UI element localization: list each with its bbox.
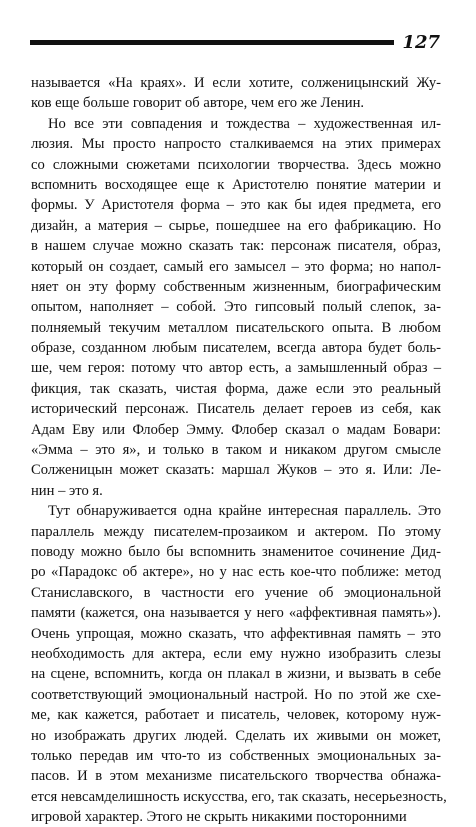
text-line: на сцене, вспомнить, когда он плакал в жизни, и вызвать в себе [31,666,441,683]
text-line: пасов. И в этом механизме писательского творчества обнажа- [31,768,441,785]
text-line: опытом, наполняет – собой. Это гипсовый полый слепок, за- [31,299,441,316]
text-line: но изображать других людей. Сделать их живыми он может, [31,727,441,744]
text-line: Солженицын может сказать: маршал Жуков – это я. Или: Ле- [31,462,441,479]
body-text [31,73,447,827]
paragraph [31,73,441,114]
text-line: который он создает, самый его замысел – это форма; но напол- [31,258,441,275]
text-line: соответствующий эмоциональный настрой. Но по этой же схе- [31,686,441,703]
text-line: люзия. Мы просто напросто сталкиваемся на этих примерах [31,136,441,153]
text-line: нин – это я. [31,482,103,499]
text-line: Очень упрощая, можно сказать, что аффективная память – это [31,625,441,642]
text-line: фикция, так сказать, чистая форма, даже если это реальный [31,380,441,397]
text-line: ется невсамделишность искусства, его, так сказать, несерьезность, [31,788,447,805]
text-line: образе, созданном любым писателем, всегда автора будет боль- [31,340,441,357]
text-line: вспомнить восходящее еще к Аристотелю понятие материи и [31,176,441,193]
header-rule [30,40,394,45]
text-line: в нашем случае можно сказать так: персонаж писателя, образ, [31,238,441,255]
page-header [30,33,440,53]
text-line: необходимость для актера, если ему нужно изобразить слезы [31,645,441,662]
text-line: игровой характер. Этого не скрыть никакими посторонними [31,809,407,826]
text-line: поводу можно было бы вспомнить знаменитое сочинение Дид- [31,543,441,560]
text-line: ро «Парадокс об актере», но у нас есть кое-что поближе: метод [31,564,441,581]
text-line: формы. У Аристотеля форма – это как бы идея предмета, его [31,197,441,214]
text-line: няет он эту форму собственным жизненным, биографическим [31,278,441,295]
text-line: ков еще больше говорит об авторе, чем его же Ленин. [31,95,365,112]
text-line: Тут обнаруживается одна крайне интересная параллель. Это [48,503,441,520]
paragraph [31,501,447,827]
text-line: Адам Еву или Флобер Эмму. Флобер сказал о мадам Бовари: [31,421,441,438]
page-number: 127 [402,32,440,53]
text-line: Но все эти совпадения и тождества – художественная ил- [48,115,441,132]
text-line: ше, чем героя: потому что автор есть, а замышленный образ – [31,360,441,377]
text-line: со сложными сюжетами психологии творчества. Здесь можно [31,156,441,173]
paragraph [31,114,441,501]
text-line: «Эмма – это я», и только в таком и никаком другом смысле [31,442,441,459]
text-line: памяти (кажется, она называется у него «аффективная память»). [31,605,441,622]
text-line: параллель между писателем-прозаиком и актером. По этому [31,523,441,540]
text-line: ме, как кажется, работает и писатель, человек, которому нуж- [31,707,441,724]
text-line: только передав им что-то из собственных эмоциональных за- [31,747,441,764]
text-line: Станиславского, в частности его учение об эмоциональной [31,584,441,601]
text-line: исторический персонаж. Писатель делает героев из себя, как [31,401,441,418]
text-line: дизайн, а материя – сырье, пошедшее на его фабрикацию. Но [31,217,441,234]
text-line: полняемый текучим металлом писательского опыта. В любом [31,319,441,336]
text-line: называется «На краях». И если хотите, солженицынский Жу- [31,75,441,91]
